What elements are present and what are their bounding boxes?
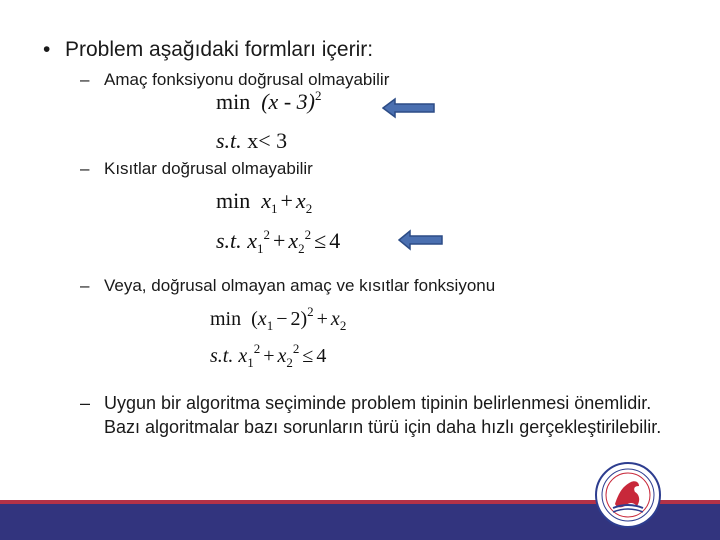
sub-bullet-4-text: Uygun bir algoritma seçiminde problem tipinin belirlenmesi önemlidir. Bazı algoritmalar bazı sorunların türü için daha hızlı gerçekleştirilebilir. [104, 393, 662, 437]
dash: – [80, 393, 91, 413]
sub-bullet-2 [80, 159, 313, 179]
equation-3-constraint: s.t. $x_1^2 + x_2^2 \le 4$ [210, 341, 327, 370]
dash: – [80, 276, 90, 295]
sub-bullet-1 [80, 70, 389, 90]
bullet-dot: • [43, 38, 51, 61]
equation-2-objective: $\min x_1 + x_2$ [216, 188, 313, 216]
equation-1-constraint: s.t. x< 3 [216, 128, 288, 153]
dash: – [80, 159, 90, 178]
dash: – [80, 70, 90, 89]
sub-bullet-1-text: Amaç fonksiyonu doğrusal olmayabilir [104, 70, 390, 89]
equation-1-objective: min (x - 3)$^2$ [216, 88, 322, 114]
sub-bullet-2-text: Kısıtlar doğrusal olmayabilir [104, 159, 313, 178]
left-arrow-icon [398, 229, 444, 251]
main-bullet-text: Problem aşağıdaki formları içerir: [65, 38, 374, 61]
main-bullet [43, 38, 373, 62]
equation-3-objective: $\min (x_1 - 2)^2 + x_2$ [210, 304, 347, 333]
university-logo-icon [595, 462, 661, 528]
sub-bullet-4 [80, 391, 690, 439]
left-arrow-icon [382, 97, 436, 119]
sub-bullet-3-text: Veya, doğrusal olmayan amaç ve kısıtlar fonksiyonu [104, 276, 496, 295]
equation-2-constraint: s.t. $x_1^2 + x_2^2 \le 4$ [216, 227, 341, 256]
sub-bullet-3 [80, 276, 495, 296]
